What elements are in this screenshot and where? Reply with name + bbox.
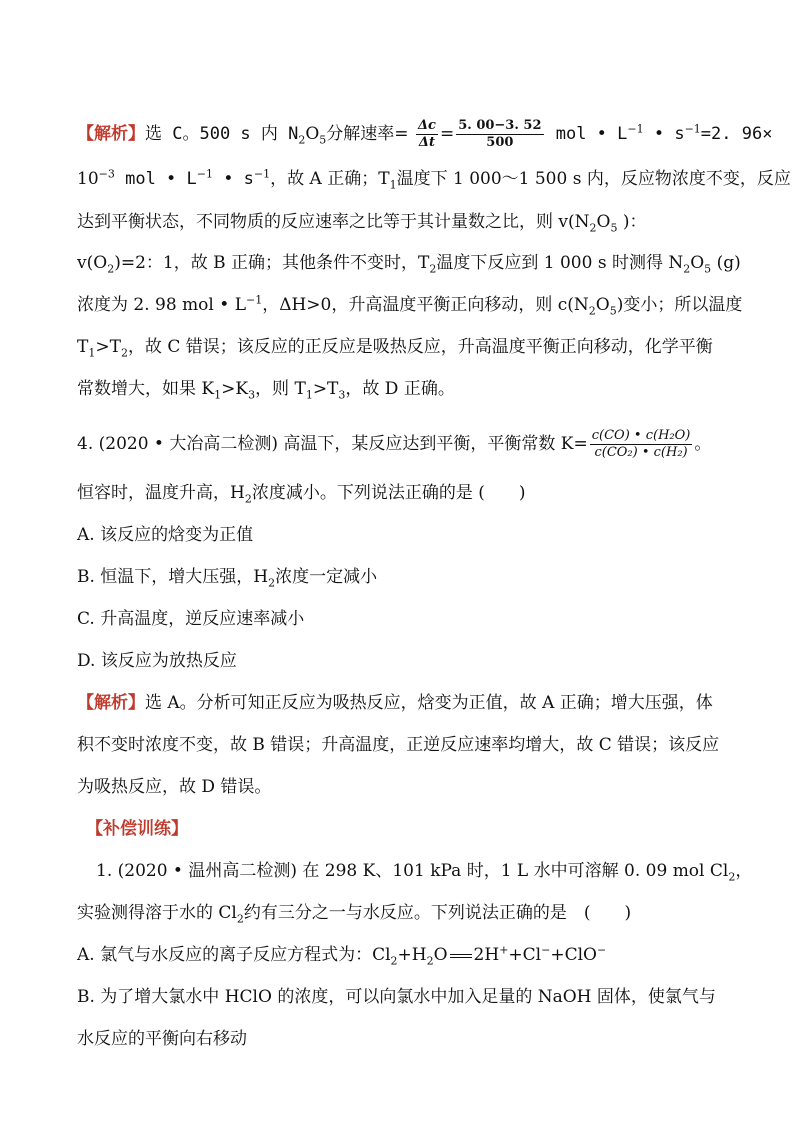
- q4-analysis-line-2: 积不变时浓度不变，故 B 错误；升高温度，正逆反应速率均增大，故 C 错误；该反应: [77, 735, 720, 755]
- q3-analysis-line-7: 常数增大，如果 $K_1>K_3$，则 $T_1>T_3$，故 D 正确。: [77, 379, 455, 402]
- q4-option-d: D. 该反应为放热反应: [77, 651, 237, 671]
- supplement-q1-option-a: A. 氯气与水反应的离子反应方程式为：$Cl_2+H_2O$ 2H++Cl−+ClO−: [77, 943, 607, 968]
- supplement-q1-option-b-line-1: B. 为了增大氯水中 HClO 的浓度，可以向氯水中加入足量的 NaOH 固体，使氯气与: [77, 987, 716, 1007]
- equilibrium-sign-icon: [450, 954, 472, 958]
- supplement-q1-line-2: 实验测得溶于水的 $Cl_2$约有三分之一与水反应。下列说法正确的是 ( ): [77, 903, 632, 926]
- q3-analysis-line-2: $10^{-3}$ mol • $L^{-1}$ • $s^{-1}$，故 A 正确；$T_1$温度下 1 000～1 500 s 内，反应物浓度不变，反应: [77, 167, 791, 192]
- equilibrium-constant-fraction: $\frac{\text{c(CO) • c(H₂O)}}{\text{c(CO₂) • c(H₂)}}$: [591, 428, 691, 460]
- q4-analysis-line-1: 【解析】选 A。分析可知正反应为吸热反应，焓变为正值，故 A 正确；增大压强，体: [77, 693, 713, 713]
- fraction-delta: $\frac{\Delta c}{\Delta t}$: [417, 118, 436, 150]
- q3-analysis-line-5: 浓度为 2. 98 mol • $L^{-1}$，ΔH>0，升高温度平衡正向移动，则 $c(N_2O_5)$变小；所以温度: [77, 293, 743, 318]
- fraction-rate: $\frac{5. 00-3. 52}{500}$: [458, 118, 542, 150]
- q4-stem-line-2: 恒容时，温度升高，$H_2$浓度减小。下列说法正确的是 ( ): [77, 483, 526, 506]
- q3-analysis-line-1: 【解析】选 C。500 s 内 $N_2O_5$分解速率= $\frac{\Delta c}{\Delta t}$ = $\frac{5. 00-3. 52}{500}$ mol • $L^{-1}$ • $s^{-1}=2$. 96×: [77, 118, 773, 150]
- q4-option-b: B. 恒温下，增大压强，$H_2$浓度一定减小: [77, 567, 378, 590]
- q4-stem-line-1: 4. (2020 • 大冶高二检测) 高温下，某反应达到平衡，平衡常数 K= $\frac{\text{c(CO) • c(H₂O)}}{\text{c(CO₂) • c(H₂)}}$ 。: [77, 428, 712, 460]
- analysis-tag: 【解析】: [77, 693, 145, 713]
- q4-option-a: A. 该反应的焓变为正值: [77, 525, 254, 545]
- supplement-q1-option-b-line-2: 水反应的平衡向右移动: [77, 1029, 247, 1049]
- q3-analysis-line-3: 达到平衡状态，不同物质的反应速率之比等于其计量数之比，则 $v(N_2O_5$ )：: [77, 212, 647, 235]
- q4-analysis-line-3: 为吸热反应，故 D 错误。: [77, 777, 272, 797]
- analysis-tag: 【解析】: [77, 124, 145, 144]
- supplement-q1-line-1: 1. (2020 • 温州高二检测) 在 298 K、101 kPa 时，1 L 水中可溶解 0. 09 mol $Cl_2$，: [96, 861, 753, 884]
- q3-analysis-line-6: $T_1>T_2$，故 C 错误；该反应的正反应是吸热反应，升高温度平衡正向移动，化学平衡: [77, 337, 713, 360]
- q3-analysis-line-4: $v(O_2)=2$：1，故 B 正确；其他条件不变时，$T_2$温度下反应到 1 000 s 时测得 $N_2O_5$ (g): [77, 253, 741, 276]
- supplement-heading: 【补偿训练】: [86, 819, 188, 839]
- q4-option-c: C. 升高温度，逆反应速率减小: [77, 609, 305, 629]
